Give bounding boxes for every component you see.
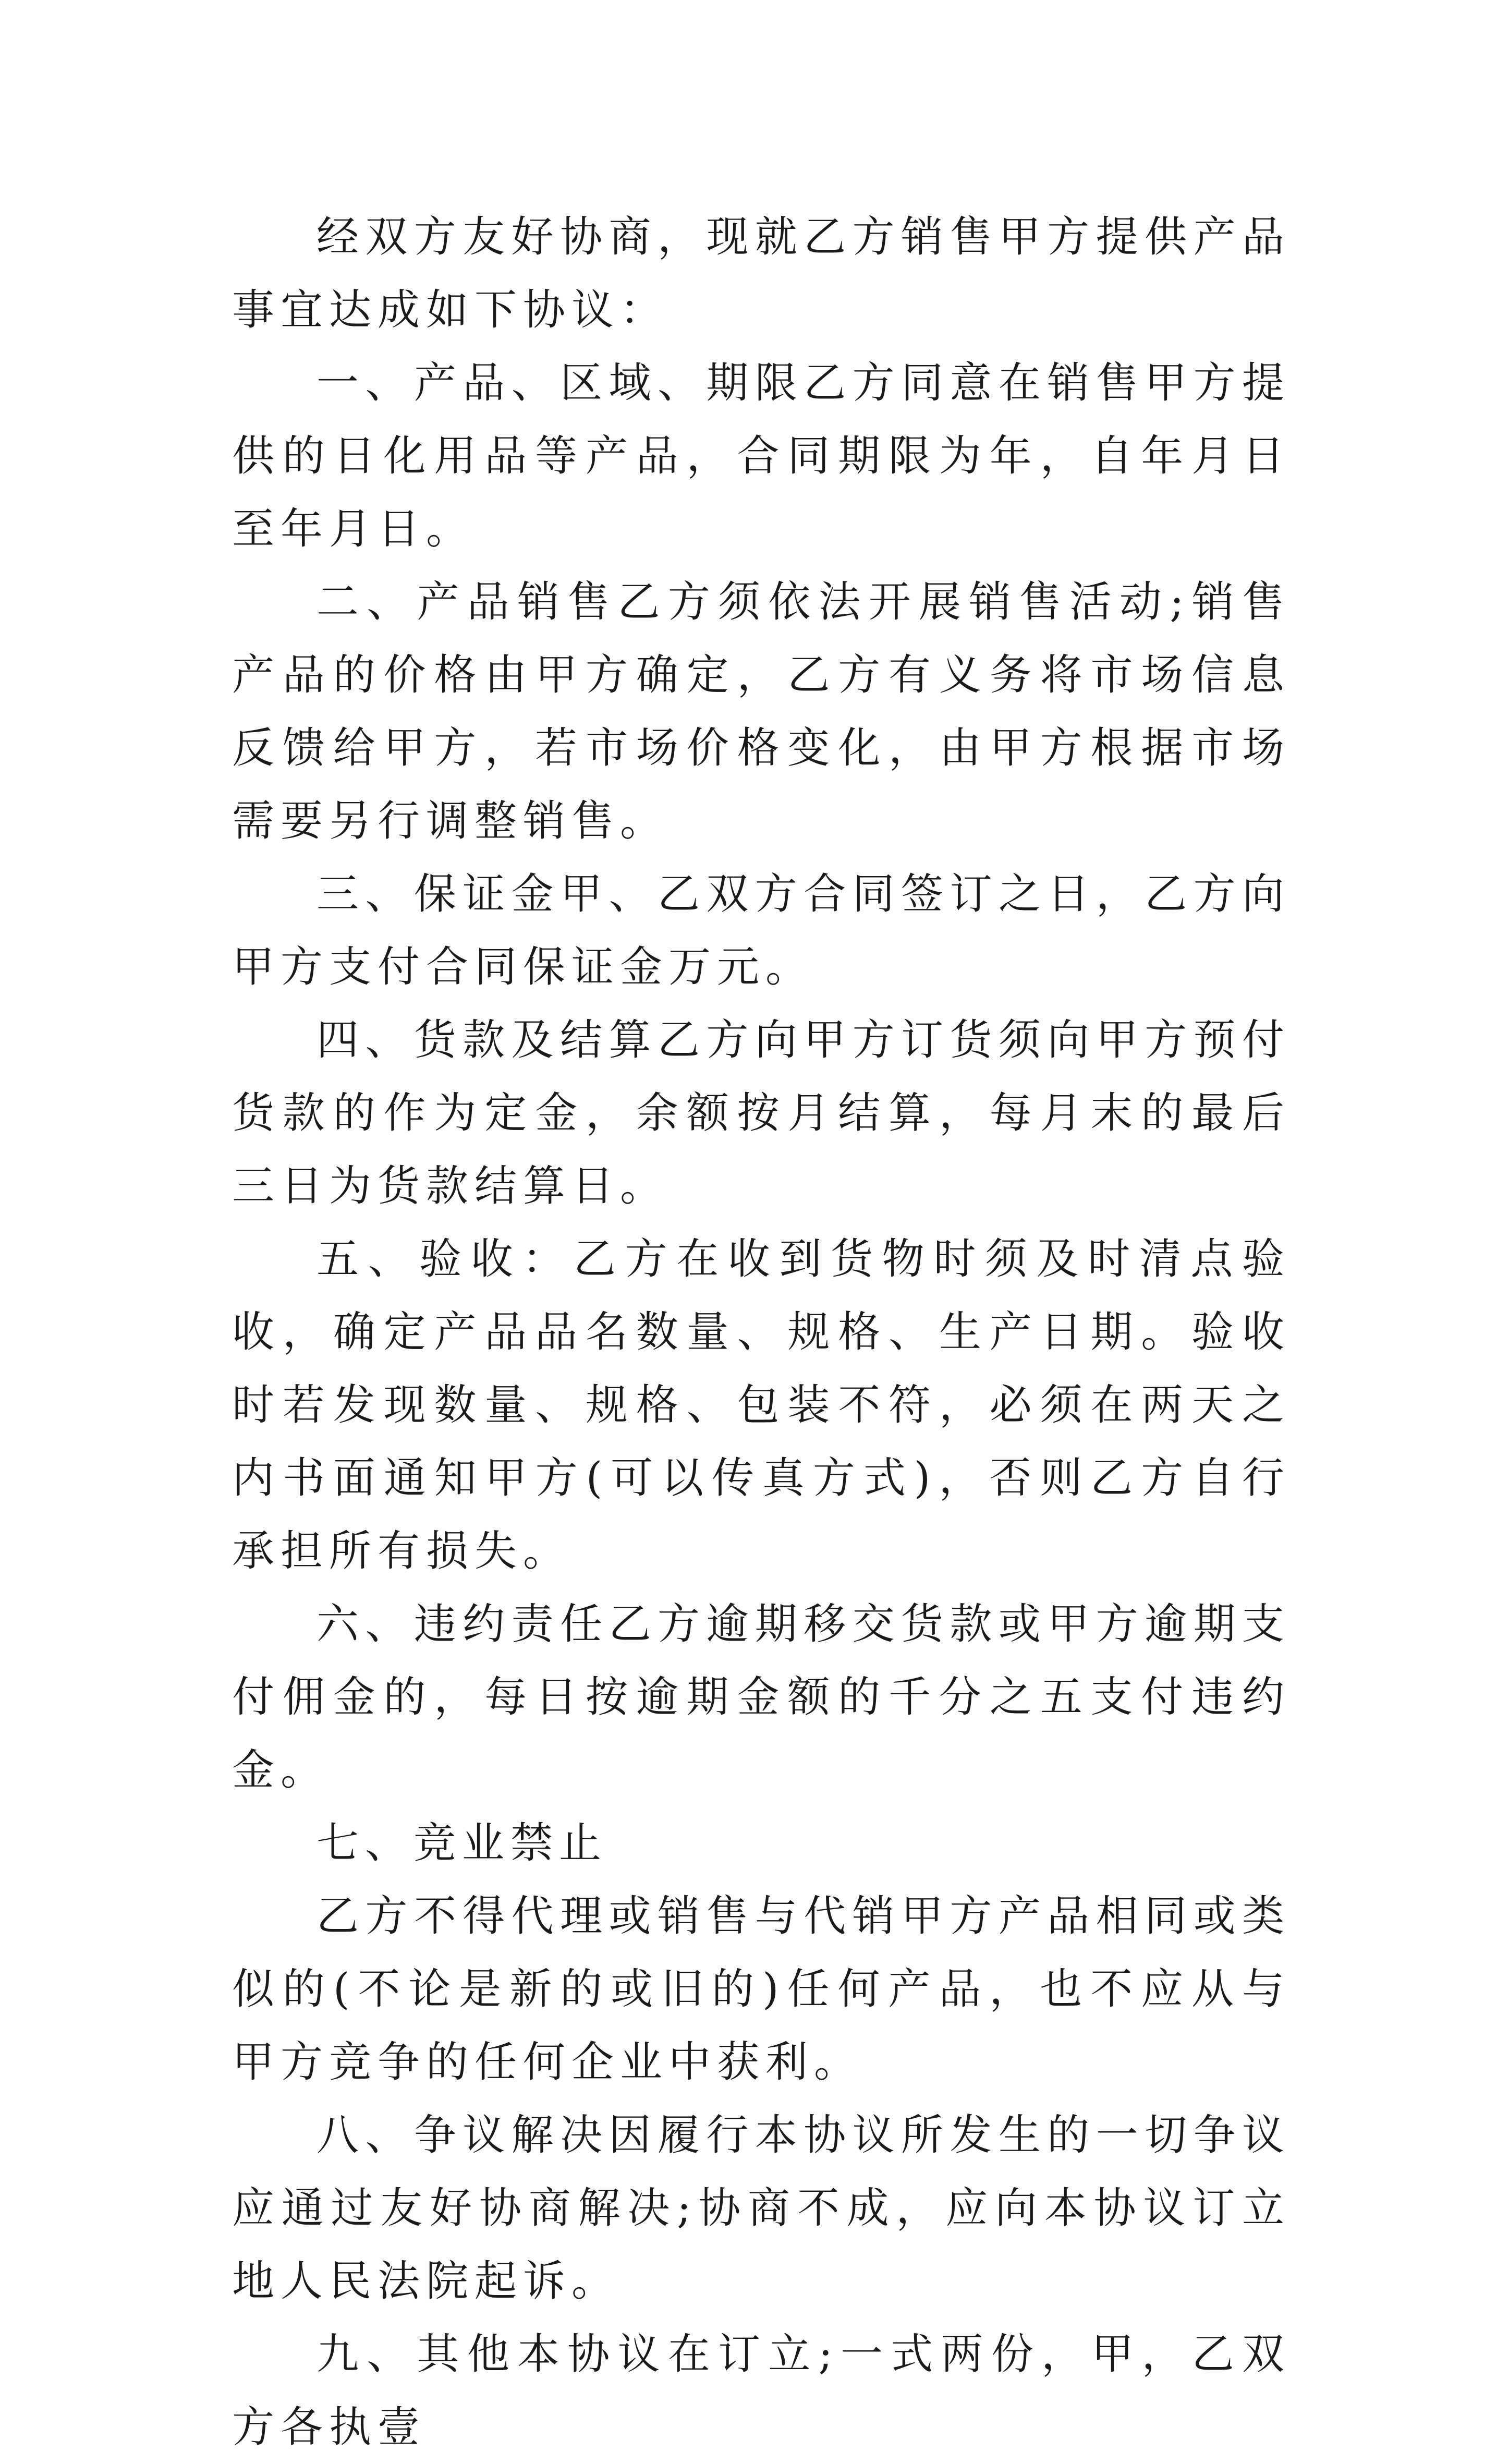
paragraph-clause-7-heading: 七、竞业禁止 xyxy=(317,1819,608,1868)
paragraph-intro: 经双方友好协商，现就乙方销售甲方提供产品事宜达成如下协议： xyxy=(232,213,1291,335)
paragraph-clause-8: 八、争议解决因履行本协议所发生的一切争议应通过友好协商解决;协商不成，应向本协议订立地人民法院起诉。 xyxy=(232,2111,1291,2306)
paragraph-clause-2: 二、产品销售乙方须依法开展销售活动;销售产品的价格由甲方确定，乙方有义务将市场信息反馈给甲方，若市场价格变化，由甲方根据市场需要另行调整销售。 xyxy=(232,578,1291,846)
document-body xyxy=(232,201,1291,2464)
paragraph-clause-9: 九、其他本协议在订立;一式两份，甲，乙双方各执壹 xyxy=(232,2330,1291,2452)
paragraph-clause-4: 四、货款及结算乙方向甲方订货须向甲方预付货款的作为定金，余额按月结算，每月末的最后三日为货款结算日。 xyxy=(232,1016,1291,1211)
paragraph-clause-6: 六、违约责任乙方逾期移交货款或甲方逾期支付佣金的，每日按逾期金额的千分之五支付违约金。 xyxy=(232,1600,1291,1795)
paragraph-clause-5: 五、验收：乙方在收到货物时须及时清点验收，确定产品品名数量、规格、生产日期。验收时若发现数量、规格、包装不符，必须在两天之内书面通知甲方(可以传真方式)，否则乙方自行承担所有损失。 xyxy=(232,1235,1291,1576)
paragraph-clause-7-body: 乙方不得代理或销售与代销甲方产品相同或类似的(不论是新的或旧的)任何产品，也不应从与甲方竞争的任何企业中获利。 xyxy=(232,1892,1291,2087)
paragraph-clause-1: 一、产品、区域、期限乙方同意在销售甲方提供的日化用品等产品，合同期限为年，自年月日至年月日。 xyxy=(232,359,1291,554)
paragraph-clause-3: 三、保证金甲、乙双方合同签订之日，乙方向甲方支付合同保证金万元。 xyxy=(232,870,1291,992)
